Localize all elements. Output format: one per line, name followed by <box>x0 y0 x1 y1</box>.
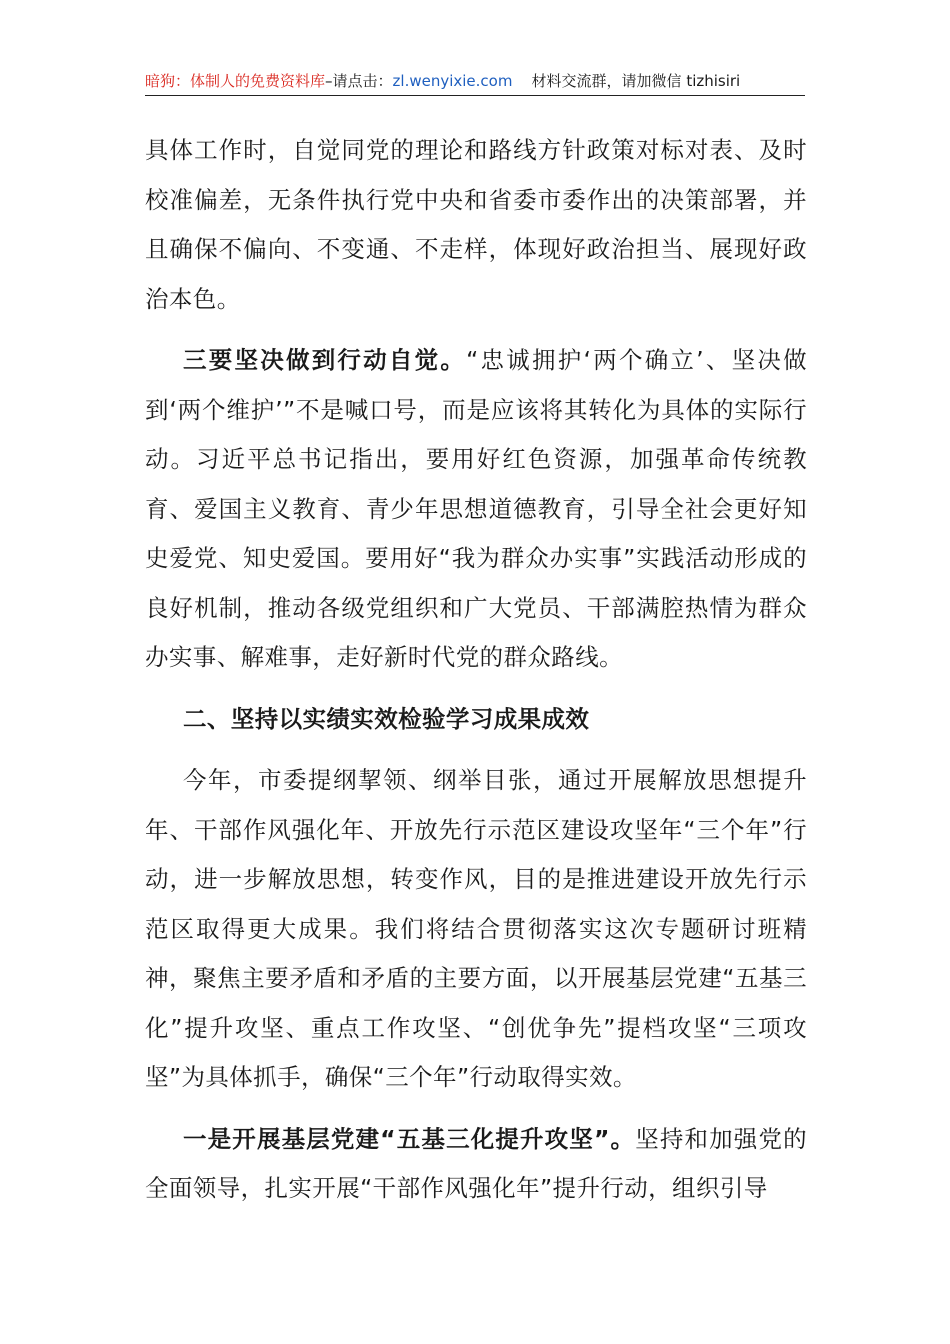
header-url-link[interactable]: zl.wenyixie.com <box>392 72 513 90</box>
section-heading-2: 二、坚持以实绩实效检验学习成果成效 <box>183 704 590 733</box>
paragraph-4 <box>145 1115 807 1214</box>
header-wechat: 材料交流群，请加微信 tizhisiri <box>531 72 741 90</box>
paragraph-4-text: 坚持和加强党的全面领导，扎实开展“干部作风强化年”提升行动，组织引导 <box>145 1124 807 1202</box>
page-header <box>145 70 805 92</box>
header-click-prefix: –请点击： <box>325 72 393 90</box>
paragraph-3: 今年，市委提纲挈领、纲举目张，通过开展解放思想提升年、干部作风强化年、开放先行示范区建设攻坚年“三个年”行动，进一步解放思想，转变作风，目的是推进建设开放先行示范区取得更大成果。我们将结合贯彻落实这次专题研讨班精神，聚焦主要矛盾和矛盾的主要方面，以开展基层党建“五基三化”提升攻坚、重点工作攻坚、“创优争先”提档攻坚“三项攻坚”为具体抓手，确保“三个年”行动取得实效。 <box>145 766 807 1091</box>
document-body <box>145 126 807 1226</box>
paragraph-2-lead: 三要坚决做到行动自觉。 <box>183 346 467 374</box>
paragraph-2-text: “忠诚拥护‘两个确立’、坚决做到‘两个维护’”不是喊口号，而是应该将其转化为具体的实际行动。习近平总书记指出，要用好红色资源，加强革命传统教育、爱国主义教育、青少年思想道德教育，引导全社会更好知史爱党、知史爱国。要用好“我为群众办实事”实践活动形成的良好机制，推动各级党组织和广大党员、干部满腔热情为群众办实事、解难事，走好新时代党的群众路线。 <box>145 346 807 671</box>
paragraph-4-lead: 一是开展基层党建“五基三化提升攻坚”。 <box>183 1124 636 1153</box>
header-divider <box>145 95 805 96</box>
paragraph-1: 具体工作时，自觉同党的理论和路线方针政策对标对表、及时校准偏差，无条件执行党中央和省委市委作出的决策部署，并且确保不偏向、不变通、不走样，体现好政治担当、展现好政治本色。 <box>145 136 807 313</box>
header-brand: 暗狗：体制人的免费资料库 <box>145 72 326 90</box>
paragraph-2 <box>145 336 807 683</box>
